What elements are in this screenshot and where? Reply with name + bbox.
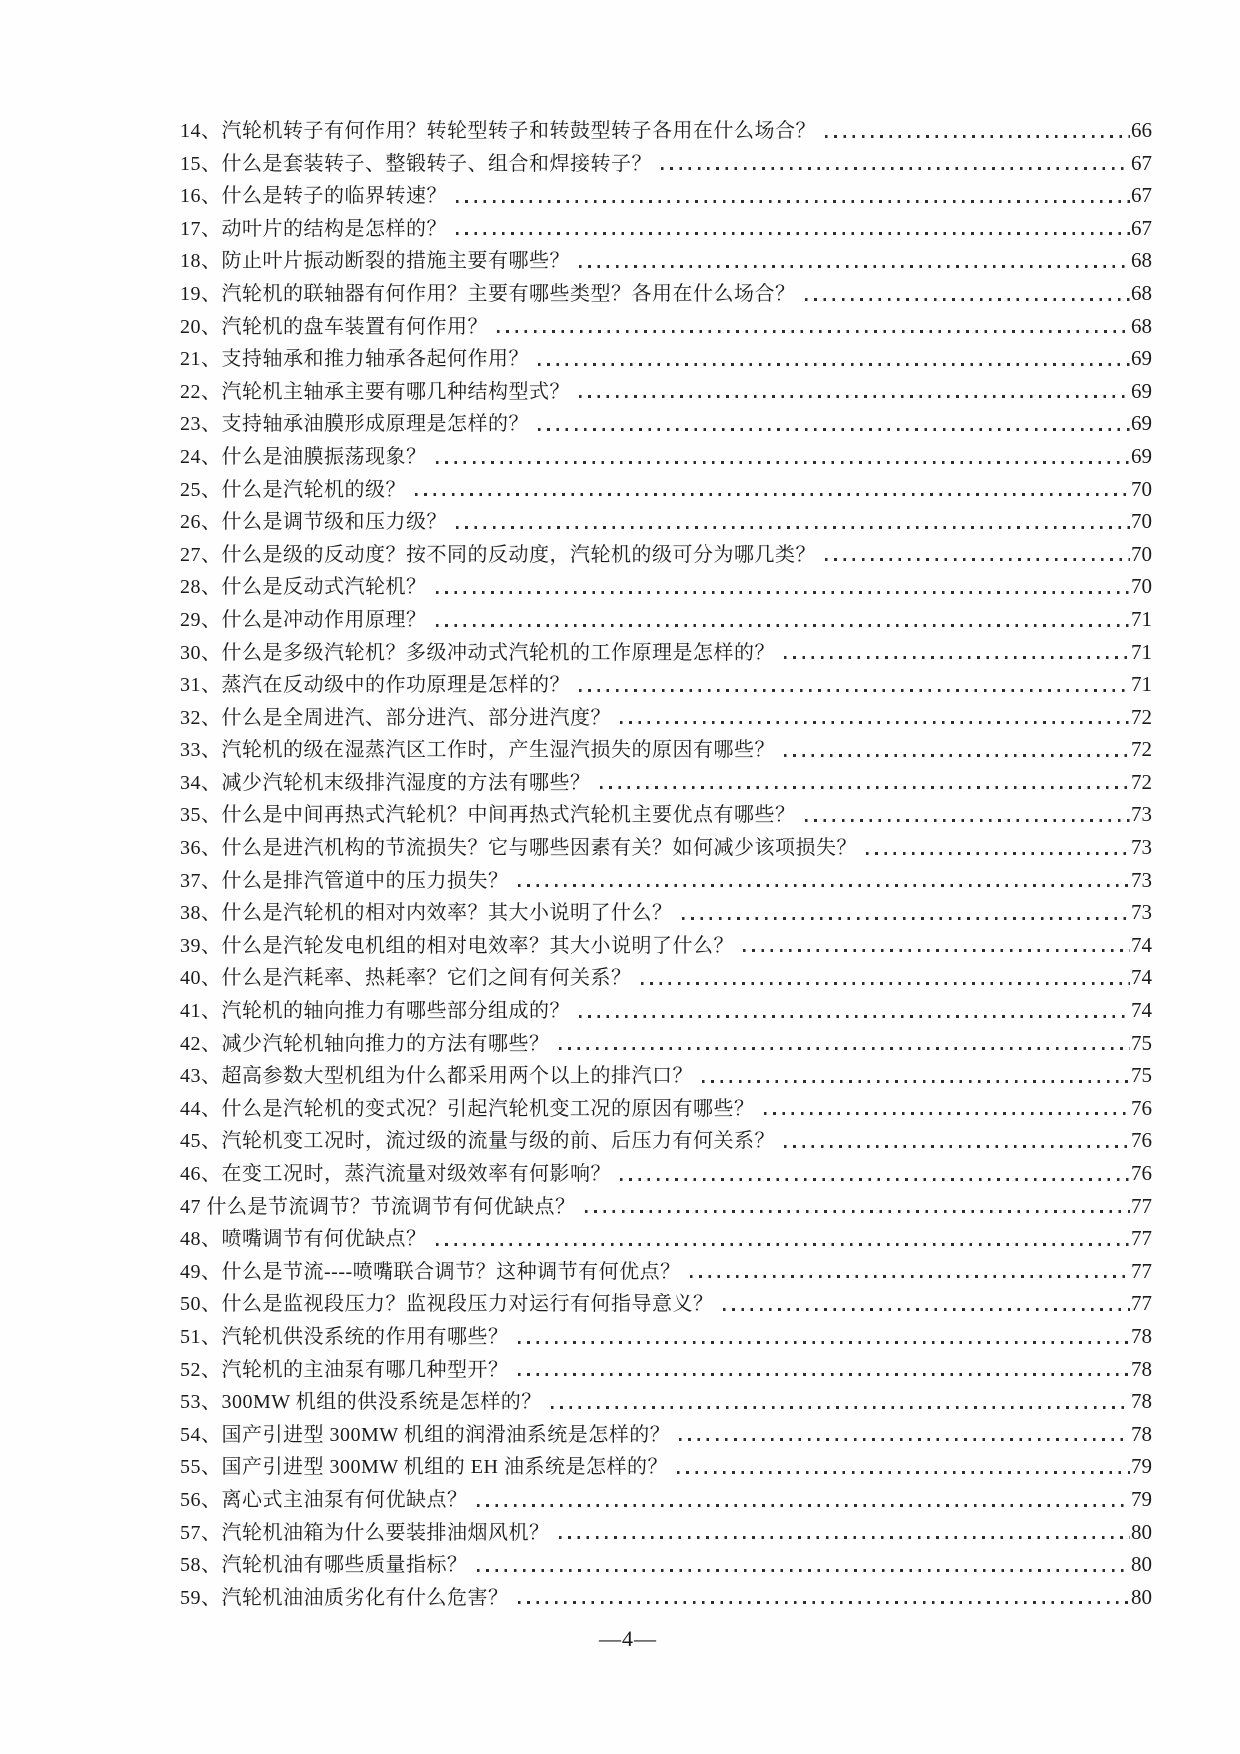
toc-entry[interactable] — [180, 1287, 1152, 1320]
toc-entry-label: 22、汽轮机主轴承主要有哪几种结构型式？ — [180, 380, 570, 403]
toc-entry-page-number: 74 — [1131, 932, 1152, 957]
toc-entry-page-number: 72 — [1131, 769, 1152, 794]
toc-entry-label: 50、什么是监视段压力？监视段压力对运行有何指导意义？ — [180, 1293, 714, 1316]
toc-entry-label: 49、什么是节流----喷嘴联合调节？这种调节有何优点？ — [180, 1260, 681, 1283]
toc-entry[interactable] — [180, 505, 1152, 538]
toc-entry-label: 41、汽轮机的轴向推力有哪些部分组成的？ — [180, 1000, 570, 1023]
toc-entry[interactable] — [180, 1255, 1152, 1288]
toc-entry[interactable] — [180, 1385, 1152, 1418]
toc-entry-page-number: 80 — [1131, 1584, 1152, 1609]
toc-entry[interactable] — [180, 179, 1152, 212]
toc-entry[interactable] — [180, 1092, 1152, 1125]
dotted-leader — [600, 786, 1131, 789]
toc-entry[interactable] — [180, 1320, 1152, 1353]
toc-entry[interactable] — [180, 668, 1152, 701]
toc-entry-page-number: 75 — [1131, 1063, 1152, 1088]
toc-entry[interactable] — [180, 147, 1152, 180]
toc-entry-page-number: 77 — [1131, 1193, 1152, 1218]
toc-entry-label: 39、什么是汽轮发电机组的相对电效率？其大小说明了什么？ — [180, 934, 734, 957]
dotted-leader — [579, 395, 1130, 398]
toc-entry-page-number: 70 — [1131, 509, 1152, 534]
dotted-leader — [579, 265, 1130, 268]
toc-entry-page-number: 73 — [1131, 867, 1152, 892]
toc-entry[interactable] — [180, 570, 1152, 603]
toc-entry-page-number: 68 — [1131, 248, 1152, 273]
toc-entry-page-number: 68 — [1131, 280, 1152, 305]
toc-entry[interactable] — [180, 1450, 1152, 1483]
toc-entry-page-number: 73 — [1131, 835, 1152, 860]
toc-entry-page-number: 72 — [1131, 704, 1152, 729]
dotted-leader — [743, 949, 1130, 952]
toc-entry-page-number: 80 — [1131, 1552, 1152, 1577]
toc-entry-page-number: 71 — [1131, 639, 1152, 664]
toc-entry-page-number: 77 — [1131, 1258, 1152, 1283]
dotted-leader — [866, 852, 1130, 855]
toc-entry-page-number: 68 — [1131, 313, 1152, 338]
toc-entry[interactable] — [180, 1059, 1152, 1092]
toc-entry[interactable] — [180, 375, 1152, 408]
toc-entry-label: 57、汽轮机油箱为什么要装排油烟风机？ — [180, 1521, 550, 1544]
toc-entry-label: 55、国产引进型 300MW 机组的 EH 油系统是怎样的？ — [180, 1456, 668, 1479]
toc-entry-page-number: 75 — [1131, 1030, 1152, 1055]
dotted-leader — [436, 461, 1131, 464]
toc-entry-label: 32、什么是全周进汽、部分进汽、部分进汽度？ — [180, 706, 611, 729]
toc-entry[interactable] — [180, 896, 1152, 929]
toc-entry-page-number: 77 — [1131, 1291, 1152, 1316]
dotted-leader — [518, 884, 1131, 887]
toc-entry-page-number: 78 — [1131, 1323, 1152, 1348]
dotted-leader — [620, 721, 1130, 724]
toc-entry-page-number: 69 — [1131, 346, 1152, 371]
toc-entry[interactable] — [180, 244, 1152, 277]
toc-entry-label: 14、汽轮机转子有何作用？转轮型转子和转鼓型转子各用在什么场合？ — [180, 120, 816, 142]
page-number-footer: —4— — [599, 1626, 657, 1652]
toc-entry-label: 40、什么是汽耗率、热耗率？它们之间有何关系？ — [180, 967, 632, 990]
toc-entry-page-number: 69 — [1131, 411, 1152, 436]
toc-entry-label: 31、蒸汽在反动级中的作功原理是怎样的？ — [180, 674, 570, 697]
dotted-leader — [538, 428, 1130, 431]
dotted-leader — [477, 1504, 1131, 1507]
dotted-leader — [497, 330, 1130, 333]
toc-entry-label: 56、离心式主油泵有何优缺点？ — [180, 1488, 468, 1511]
toc-entry-label: 26、什么是调节级和压力级？ — [180, 511, 447, 534]
table-of-contents — [180, 114, 1152, 1613]
toc-entry-page-number: 76 — [1131, 1095, 1152, 1120]
dotted-leader — [702, 1080, 1130, 1083]
toc-entry-label: 36、什么是进汽机构的节流损失？它与哪些因素有关？如何减少该项损失？ — [180, 837, 857, 860]
toc-entry-label: 18、防止叶片振动断裂的措施主要有哪些？ — [180, 250, 570, 273]
toc-entry[interactable] — [180, 114, 1152, 147]
dotted-leader — [620, 1178, 1130, 1181]
toc-entry-page-number: 71 — [1131, 672, 1152, 697]
toc-entry-label: 37、什么是排汽管道中的压力损失？ — [180, 869, 509, 892]
dotted-leader — [579, 689, 1130, 692]
dotted-leader — [825, 558, 1130, 561]
dotted-leader — [825, 135, 1130, 138]
dotted-leader — [456, 200, 1130, 203]
toc-entry-page-number: 72 — [1131, 737, 1152, 762]
toc-entry-page-number: 79 — [1131, 1486, 1152, 1511]
toc-entry[interactable] — [180, 1516, 1152, 1549]
toc-entry[interactable] — [180, 766, 1152, 799]
toc-entry-page-number: 78 — [1131, 1421, 1152, 1446]
toc-entry-label: 38、什么是汽轮机的相对内效率？其大小说明了什么？ — [180, 902, 673, 925]
dotted-leader — [585, 1210, 1131, 1213]
dotted-leader — [456, 232, 1130, 235]
toc-entry-label: 34、减少汽轮机末级排汽湿度的方法有哪些？ — [180, 771, 591, 794]
toc-entry[interactable] — [180, 1581, 1152, 1614]
toc-entry[interactable] — [180, 733, 1152, 766]
toc-entry-label: 17、动叶片的结构是怎样的？ — [180, 217, 447, 240]
dotted-leader — [551, 1406, 1130, 1409]
toc-entry-page-number: 67 — [1131, 215, 1152, 240]
dotted-leader — [682, 917, 1131, 920]
toc-entry-page-number: 70 — [1131, 541, 1152, 566]
dotted-leader — [456, 526, 1130, 529]
toc-entry[interactable] — [180, 961, 1152, 994]
toc-entry-page-number: 78 — [1131, 1389, 1152, 1414]
toc-entry[interactable] — [180, 212, 1152, 245]
toc-entry-label: 44、什么是汽轮机的变式况？引起汽轮机变工况的原因有哪些？ — [180, 1097, 755, 1120]
toc-entry-label: 46、在变工况时，蒸汽流量对级效率有何影响？ — [180, 1163, 611, 1185]
toc-entry-label: 23、支持轴承油膜形成原理是怎样的？ — [180, 413, 529, 436]
toc-entry-page-number: 76 — [1131, 1128, 1152, 1153]
toc-entry-label: 59、汽轮机油油质劣化有什么危害？ — [180, 1586, 509, 1609]
dotted-leader — [518, 1341, 1131, 1344]
dotted-leader — [641, 982, 1131, 985]
toc-entry-label: 35、什么是中间再热式汽轮机？中间再热式汽轮机主要优点有哪些？ — [180, 804, 796, 827]
toc-entry[interactable] — [180, 1483, 1152, 1516]
toc-entry-label: 48、喷嘴调节有何优缺点？ — [180, 1228, 427, 1251]
toc-entry-label: 54、国产引进型 300MW 机组的润滑油系统是怎样的？ — [180, 1423, 671, 1446]
dotted-leader — [518, 1373, 1131, 1376]
toc-entry-label: 51、汽轮机供没系统的作用有哪些？ — [180, 1325, 509, 1348]
toc-entry-label: 20、汽轮机的盘车装置有何作用？ — [180, 315, 488, 338]
dotted-leader — [764, 1112, 1131, 1115]
toc-entry-label: 58、汽轮机油有哪些质量指标？ — [180, 1554, 468, 1577]
toc-entry-label: 19、汽轮机的联轴器有何作用？主要有哪些类型？各用在什么场合？ — [180, 282, 796, 305]
dotted-leader — [415, 493, 1130, 496]
toc-entry-page-number: 70 — [1131, 574, 1152, 599]
dotted-leader — [559, 1047, 1131, 1050]
toc-entry-page-number: 80 — [1131, 1519, 1152, 1544]
toc-entry-page-number: 71 — [1131, 606, 1152, 631]
toc-entry[interactable] — [180, 1222, 1152, 1255]
toc-entry[interactable] — [180, 603, 1152, 636]
dotted-leader — [805, 819, 1131, 822]
dotted-leader — [784, 656, 1130, 659]
toc-entry-label: 42、减少汽轮机轴向推力的方法有哪些？ — [180, 1032, 550, 1055]
dotted-leader — [805, 298, 1131, 301]
toc-entry-page-number: 74 — [1131, 965, 1152, 990]
toc-entry-page-number: 76 — [1131, 1161, 1152, 1185]
toc-entry-page-number: 74 — [1131, 998, 1152, 1023]
toc-entry-page-number: 78 — [1131, 1356, 1152, 1381]
toc-entry-label: 29、什么是冲动作用原理？ — [180, 608, 427, 631]
dotted-leader — [477, 1569, 1131, 1572]
toc-entry[interactable] — [180, 310, 1152, 343]
toc-entry-label: 15、什么是套装转子、整锻转子、组合和焊接转子？ — [180, 152, 652, 175]
dotted-leader — [579, 1015, 1130, 1018]
toc-entry-page-number: 77 — [1131, 1226, 1152, 1251]
toc-entry-page-number: 73 — [1131, 900, 1152, 925]
toc-entry-label: 33、汽轮机的级在湿蒸汽区工作时，产生湿汽损失的原因有哪些？ — [180, 739, 775, 762]
dotted-leader — [518, 1601, 1131, 1604]
toc-entry-label: 45、汽轮机变工况时，流过级的流量与级的前、后压力有何关系？ — [180, 1130, 775, 1153]
toc-entry[interactable] — [180, 994, 1152, 1027]
toc-entry[interactable] — [180, 440, 1152, 473]
dotted-leader — [784, 1145, 1130, 1148]
toc-entry[interactable] — [180, 1027, 1152, 1060]
dotted-leader — [436, 624, 1131, 627]
toc-entry-label: 53、300MW 机组的供没系统是怎样的？ — [180, 1391, 542, 1414]
toc-entry[interactable] — [180, 538, 1152, 571]
toc-entry[interactable] — [180, 407, 1152, 440]
toc-entry[interactable] — [180, 798, 1152, 831]
dotted-leader — [723, 1308, 1131, 1311]
toc-entry[interactable] — [180, 1124, 1152, 1157]
toc-entry[interactable] — [180, 1418, 1152, 1451]
toc-entry-page-number: 69 — [1131, 378, 1152, 403]
dotted-leader — [679, 1438, 1130, 1441]
toc-entry[interactable] — [180, 831, 1152, 864]
toc-entry[interactable] — [180, 1190, 1152, 1223]
dotted-leader — [436, 1243, 1131, 1246]
toc-entry-page-number: 67 — [1131, 150, 1152, 175]
toc-entry[interactable] — [180, 636, 1152, 669]
toc-entry-page-number: 66 — [1131, 118, 1152, 142]
toc-entry-label: 30、什么是多级汽轮机？多级冲动式汽轮机的工作原理是怎样的？ — [180, 641, 775, 664]
dotted-leader — [690, 1275, 1130, 1278]
dotted-leader — [436, 591, 1131, 594]
toc-entry-label: 28、什么是反动式汽轮机？ — [180, 576, 427, 599]
toc-entry-label: 21、支持轴承和推力轴承各起何作用？ — [180, 348, 529, 371]
toc-entry-page-number: 79 — [1131, 1454, 1152, 1479]
toc-entry-label: 43、超高参数大型机组为什么都采用两个以上的排汽口？ — [180, 1065, 693, 1088]
dotted-leader — [661, 167, 1130, 170]
toc-entry[interactable] — [180, 1548, 1152, 1581]
toc-entry[interactable] — [180, 864, 1152, 897]
dotted-leader — [677, 1471, 1130, 1474]
toc-entry-label: 25、什么是汽轮机的级？ — [180, 478, 406, 501]
toc-entry[interactable] — [180, 929, 1152, 962]
dotted-leader — [559, 1536, 1131, 1539]
toc-entry-label: 24、什么是油膜振荡现象？ — [180, 445, 427, 468]
toc-entry[interactable] — [180, 701, 1152, 734]
toc-entry-label: 47 什么是节流调节？节流调节有何优缺点？ — [180, 1195, 576, 1218]
toc-entry-label: 27、什么是级的反动度？按不同的反动度，汽轮机的级可分为哪几类？ — [180, 543, 816, 566]
toc-entry-page-number: 73 — [1131, 802, 1152, 827]
toc-entry-label: 16、什么是转子的临界转速？ — [180, 185, 447, 208]
toc-entry[interactable] — [180, 342, 1152, 375]
toc-entry-page-number: 67 — [1131, 183, 1152, 208]
dotted-leader — [784, 754, 1130, 757]
dotted-leader — [538, 363, 1130, 366]
toc-entry[interactable] — [180, 473, 1152, 506]
toc-entry[interactable] — [180, 277, 1152, 310]
toc-entry[interactable] — [180, 1353, 1152, 1386]
toc-entry-page-number: 69 — [1131, 443, 1152, 468]
toc-entry-page-number: 70 — [1131, 476, 1152, 501]
toc-entry[interactable] — [180, 1157, 1152, 1190]
toc-entry-label: 52、汽轮机的主油泵有哪几种型开？ — [180, 1358, 509, 1381]
